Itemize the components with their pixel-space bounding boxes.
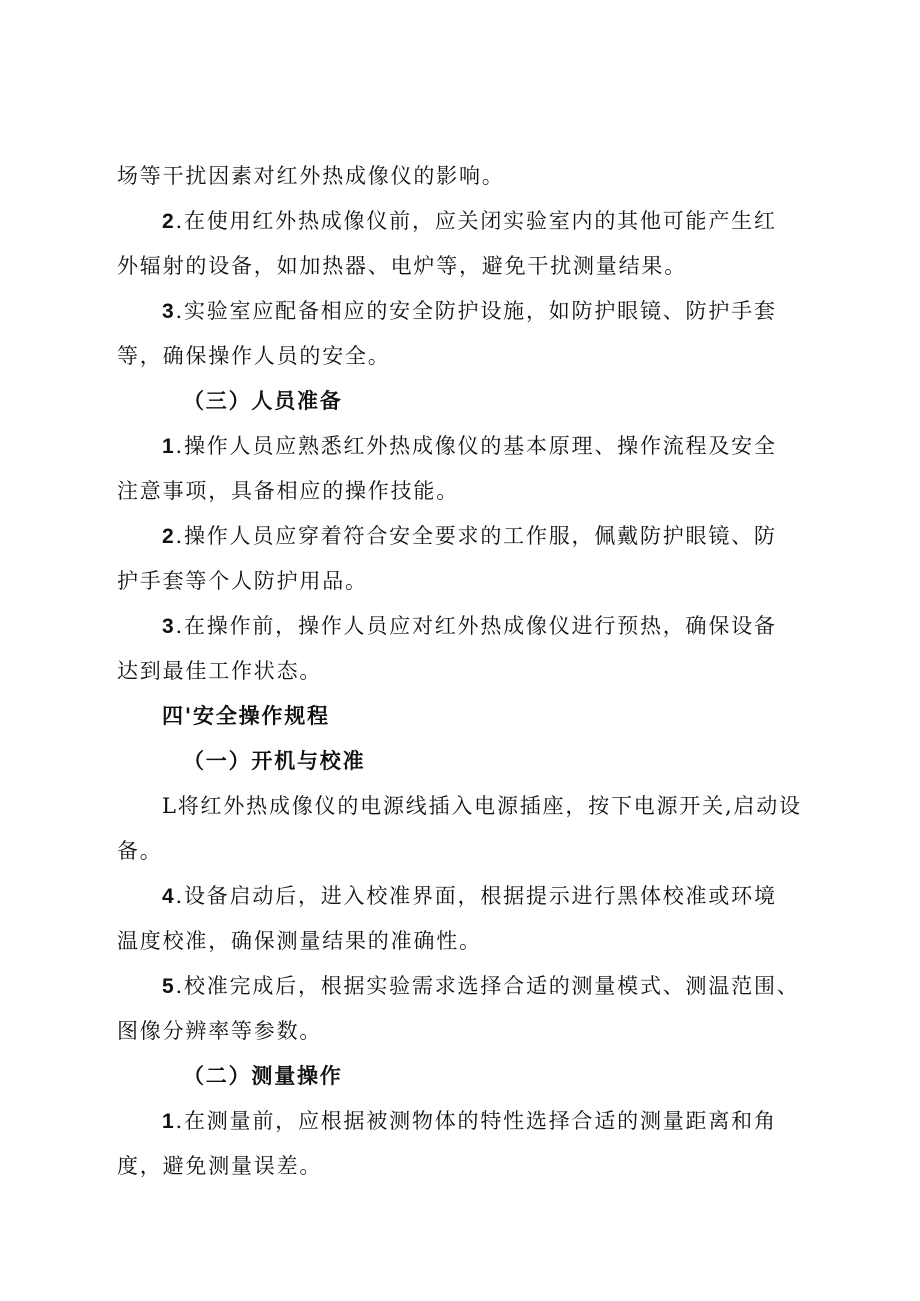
list-item-line [162, 431, 777, 462]
list-item-text: .在测量前，应根据被测物体的特性选择合适的测量距离和角 [175, 1109, 777, 1133]
list-item-text: .在操作前，操作人员应对红外热成像仪进行预热，确保设备 [175, 614, 777, 638]
list-number: 3 [162, 615, 176, 638]
paragraph-line: 外辐射的设备，如加热器、电炉等，避免干扰测量结果。 [117, 254, 687, 278]
paragraph-line: 达到最佳工作状态。 [117, 659, 323, 683]
list-item-text: .实验室应配备相应的安全防护设施，如防护眼镜、防护手套 [175, 299, 777, 323]
paragraph-line: 备。 [117, 839, 163, 863]
list-number: 3 [162, 300, 176, 323]
list-item-text: .设备启动后，进入校准界面，根据提示进行黑体校准或环境 [175, 884, 777, 908]
list-number: 2 [162, 210, 176, 233]
chapter-heading: 四'安全操作规程 [162, 703, 330, 728]
list-item-line [162, 296, 777, 327]
list-number: 1 [162, 1110, 176, 1133]
list-item-line [162, 206, 777, 237]
list-number: 4 [162, 885, 176, 908]
list-item-line [162, 521, 777, 552]
list-item-text: .操作人员应熟悉红外热成像仪的基本原理、操作流程及安全 [175, 434, 777, 458]
section-heading: （三）人员准备 [183, 388, 343, 413]
list-item-text: .在使用红外热成像仪前，应关闭实验室内的其他可能产生红 [175, 209, 777, 233]
paragraph-line: 温度校准，确保测量结果的准确性。 [117, 929, 482, 953]
section-heading: （一）开机与校准 [183, 748, 366, 773]
section-heading: （二）测量操作 [183, 1063, 343, 1088]
list-item-line [162, 971, 800, 1002]
list-number: 1 [162, 435, 176, 458]
list-number: 2 [162, 525, 176, 548]
list-number: 5 [162, 975, 176, 998]
paragraph-line: 护手套等个人防护用品。 [117, 569, 368, 593]
list-item-line [162, 1106, 777, 1137]
paragraph-line: 注意事项，具备相应的操作技能。 [117, 479, 459, 503]
list-item-text: .校准完成后，根据实验需求选择合适的测量模式、测温范围、 [175, 974, 800, 998]
paragraph-line: 场等干扰因素对红外热成像仪的影响。 [117, 164, 505, 188]
paragraph-line: 度，避免测量误差。 [117, 1154, 323, 1178]
paragraph-line: 等，确保操作人员的安全。 [117, 344, 391, 368]
list-item-line [162, 881, 777, 912]
list-item-text: .操作人员应穿着符合安全要求的工作服，佩戴防护眼镜、防 [175, 524, 777, 548]
list-item-line [162, 611, 777, 642]
paragraph-line: L将红外热成像仪的电源线插入电源插座，按下电源开关,启动设 [162, 794, 802, 818]
paragraph-line: 图像分辨率等参数。 [117, 1019, 323, 1043]
